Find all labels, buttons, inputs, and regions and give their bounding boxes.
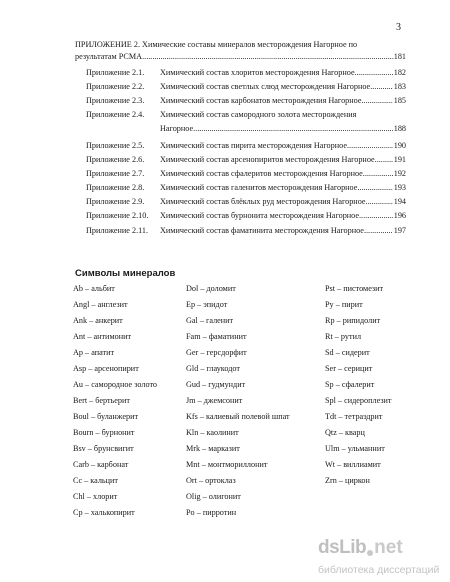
symbol-entry: Olig – олигонит [186, 492, 241, 501]
appendix-item-title-text: Нагорное [160, 124, 194, 133]
dslib-logo-text: dsLib [318, 537, 367, 558]
symbol-entry: Carb – карбонат [73, 460, 129, 469]
appendix-item-title [160, 110, 406, 120]
symbol-entry: Tdt – тетраэдрит [325, 412, 383, 421]
appendix-item-title [160, 155, 406, 165]
symbol-entry: Rt – рутил [325, 332, 362, 341]
leader-dots [361, 96, 392, 106]
symbol-entry: Gld – глаукодот [186, 364, 240, 373]
appendix-item-title [160, 211, 406, 221]
appendix-header-line1: ПРИЛОЖЕНИЕ 2. Химические составы минералов месторождения Нагорное по [75, 40, 358, 49]
symbol-entry: Mnt – монтмориллонит [186, 460, 268, 469]
leader-dots [142, 52, 394, 62]
appendix-item-page: 196 [393, 211, 406, 220]
symbol-entry: Cc – кальцит [73, 476, 119, 485]
appendix-item-title-text: Химический состав бурнонита месторождения Нагорное [160, 211, 359, 220]
logo-dot-icon [367, 550, 373, 556]
symbol-entry: Ap – апатит [73, 348, 115, 357]
symbol-entry: Ep – эпидот [186, 300, 228, 309]
symbol-entry: Bourn – бурнонит [73, 428, 135, 437]
symbol-entry: Jm – джемсонит [186, 396, 243, 405]
leader-dots [355, 68, 393, 78]
appendix-item-title-text: Химический состав арсенопиритов месторождения Нагорное [160, 155, 375, 164]
symbol-entry: Dol – доломит [186, 284, 236, 293]
symbol-entry: Sd – сидерит [325, 348, 370, 357]
dslib-subtitle: библиотека диссертаций [318, 564, 440, 576]
appendix-item-title-text: Химический состав блёклых руд месторождения Нагорное [160, 197, 366, 206]
leader-dots [364, 226, 393, 236]
appendix-item-label: Приложение 2.6. [86, 155, 145, 164]
appendix-item-title [160, 226, 406, 236]
symbol-entry: Ser – серицит [325, 364, 373, 373]
symbol-entry: Fam – фаматинит [186, 332, 247, 341]
appendix-item-page: 192 [393, 169, 406, 178]
appendix-item-title [160, 82, 406, 92]
dslib-logo [318, 536, 444, 560]
appendix-item-title [160, 169, 406, 179]
dslib-watermark [318, 532, 450, 582]
symbol-entry: Boul – буланжерит [73, 412, 139, 421]
appendix-item-label: Приложение 2.9. [86, 197, 145, 206]
symbol-entry: Ank – анкерит [73, 316, 123, 325]
appendix-item-label: Приложение 2.10. [86, 211, 149, 220]
appendix-item-title [160, 197, 406, 207]
appendix-item-label: Приложение 2.11. [86, 226, 149, 235]
appendix-item-page: 190 [393, 141, 406, 150]
leader-dots [193, 124, 393, 134]
appendix-item-page: 197 [393, 226, 406, 235]
leader-dots [363, 169, 393, 179]
appendix-header-line2 [75, 52, 406, 62]
symbol-entry: Zrn – циркон [325, 476, 370, 485]
appendix-item-title-text: Химический состав светлых слюд месторождения Нагорное [160, 82, 371, 91]
symbol-entry: Rp – рипидолит [325, 316, 381, 325]
symbol-entry: Au – самородное золото [73, 380, 158, 389]
appendix-item-title [160, 68, 406, 78]
appendix-header-line2-text: результатам РСМА [75, 52, 143, 61]
appendix-item-page: 191 [393, 155, 406, 164]
appendix-item-title-cont [160, 124, 406, 134]
appendix-item-page: 194 [393, 197, 406, 206]
leader-dots [357, 183, 392, 193]
leader-dots [366, 197, 393, 207]
appendix-item-label: Приложение 2.5. [86, 141, 145, 150]
appendix-item-page: 193 [393, 183, 406, 192]
symbol-entry: Bsv – брунсвигит [73, 444, 134, 453]
symbol-entry: Angl – англезит [73, 300, 128, 309]
appendix-item-title-text: Химический состав хлоритов месторождения Нагорное [160, 68, 355, 77]
symbol-entry: Wt – виллиамит [325, 460, 381, 469]
appendix-item-label: Приложение 2.7. [86, 169, 145, 178]
symbol-entry: Py – пирит [325, 300, 363, 309]
symbol-entry: Ger – герсдорфит [186, 348, 247, 357]
appendix-item-title [160, 183, 406, 193]
appendix-item-title-text: Химический состав пирита месторождения Нагорное [160, 141, 347, 150]
appendix-item-page: 182 [393, 68, 406, 77]
appendix-item-title-text: Химический состав карбонатов месторождения Нагорное [160, 96, 362, 105]
appendix-item-page: 188 [393, 124, 406, 133]
appendix-item-page: 185 [393, 96, 406, 105]
symbol-entry: Spl – сидероплезит [325, 396, 392, 405]
appendix-item-title-text: Химический состав самородного золота месторождения [160, 110, 357, 119]
symbol-entry: Sp – сфалерит [325, 380, 375, 389]
appendix-item-label: Приложение 2.3. [86, 96, 145, 105]
appendix-item-label: Приложение 2.8. [86, 183, 145, 192]
appendix-item-label: Приложение 2.2. [86, 82, 145, 91]
symbol-entry: Cp – халькопирит [73, 508, 135, 517]
leader-dots [375, 155, 393, 165]
leader-dots [370, 82, 393, 92]
appendix-item-title [160, 141, 406, 151]
symbol-entry: Ab – альбит [73, 284, 115, 293]
appendix-item-title-text: Химический состав сфалеритов месторождения Нагорное [160, 169, 363, 178]
symbol-entry: Po – пирротин [186, 508, 237, 517]
appendix-item-label: Приложение 2.1. [86, 68, 145, 77]
leader-dots [347, 141, 393, 151]
symbol-entry: Ort – ортоклаз [186, 476, 236, 485]
appendix-item-title [160, 96, 406, 106]
appendix-item-label: Приложение 2.4. [86, 110, 145, 119]
leader-dots [359, 211, 393, 221]
appendix-item-title-text: Химический состав фаматинита месторождения Нагорное [160, 226, 364, 235]
symbol-entry: Ant – антимонит [73, 332, 132, 341]
symbol-entry: Chl – хлорит [73, 492, 118, 501]
symbols-section-title: Символы минералов [75, 268, 176, 279]
symbol-entry: Kln – каолинит [186, 428, 239, 437]
symbol-entry: Pst – пистомезит [325, 284, 384, 293]
symbol-entry: Ulm – ульманнит [325, 444, 385, 453]
dslib-logo-net: net [374, 537, 403, 558]
symbol-entry: Mrk – марказит [186, 444, 240, 453]
symbol-entry: Asp – арсенопирит [73, 364, 139, 373]
symbol-entry: Qtz – кварц [325, 428, 365, 437]
appendix-item-title-text: Химический состав галенитов месторождения Нагорное [160, 183, 358, 192]
page-number: 3 [396, 22, 401, 33]
appendix-header-page: 181 [393, 52, 406, 61]
symbol-entry: Bert – бертьерит [73, 396, 130, 405]
appendix-item-page: 183 [393, 82, 406, 91]
symbol-entry: Gud – гудмундит [186, 380, 246, 389]
symbol-entry: Gal – галенит [186, 316, 234, 325]
symbol-entry: Kfs – калиевый полевой шпат [186, 412, 290, 421]
